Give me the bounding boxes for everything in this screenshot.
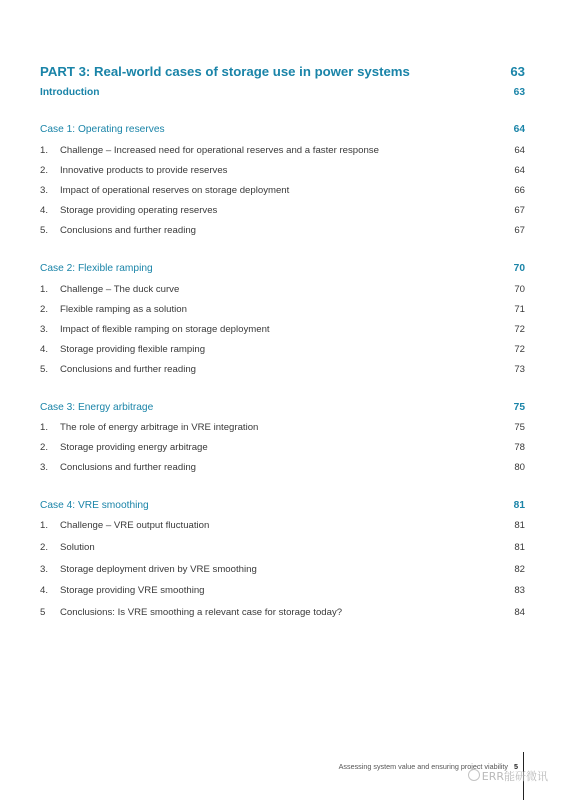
toc-item-number: 5. — [40, 364, 49, 375]
toc-item-number: 1. — [40, 520, 49, 531]
toc-item — [40, 225, 525, 236]
toc-item — [40, 185, 525, 196]
toc-item — [40, 344, 525, 355]
toc-item-page: 82 — [514, 564, 525, 575]
toc-item-number: 4. — [40, 344, 49, 355]
toc-item — [40, 304, 525, 315]
toc-item-title: Conclusions and further reading — [60, 462, 196, 473]
toc-item-number: 4. — [40, 585, 49, 596]
toc-item-title: Challenge – VRE output fluctuation — [60, 520, 210, 531]
toc-item-title: Conclusions: Is VRE smoothing a relevant case for storage today? — [60, 607, 343, 618]
toc-case-page: 64 — [513, 124, 525, 135]
toc-part-title: PART 3: Real-world cases of storage use in power systems — [40, 64, 410, 79]
toc-item-number: 1. — [40, 422, 49, 433]
toc-item-page: 81 — [514, 542, 525, 553]
toc-case-title: Case 2: Flexible ramping — [40, 263, 153, 274]
toc-case-page: 81 — [513, 500, 525, 511]
toc-case-heading — [40, 402, 525, 413]
toc-item — [40, 364, 525, 375]
toc-item-page: 80 — [514, 462, 525, 473]
toc-item — [40, 442, 525, 453]
toc-item-page: 66 — [514, 185, 525, 196]
toc-case-page: 70 — [513, 263, 525, 274]
toc-item-page: 71 — [514, 304, 525, 315]
toc-item-title: Solution — [60, 542, 95, 553]
toc-item-page: 64 — [514, 145, 525, 156]
toc-case-title: Case 4: VRE smoothing — [40, 500, 149, 511]
toc-item — [40, 462, 525, 473]
toc-item-number: 5. — [40, 225, 49, 236]
toc-item — [40, 422, 525, 433]
footer-text: Assessing system value and ensuring project viability — [338, 762, 508, 771]
watermark — [468, 768, 548, 784]
toc-item-title: Challenge – The duck curve — [60, 284, 180, 295]
toc-item-title: Impact of operational reserves on storage deployment — [60, 185, 290, 196]
toc-item-number: 3. — [40, 564, 49, 575]
toc-item-title: Storage deployment driven by VRE smoothing — [60, 564, 257, 575]
toc-item-title: Conclusions and further reading — [60, 364, 196, 375]
toc-item — [40, 607, 525, 618]
toc-item-number: 2. — [40, 542, 49, 553]
toc-item — [40, 324, 525, 335]
toc-item-page: 81 — [514, 520, 525, 531]
toc-item-page: 73 — [514, 364, 525, 375]
watermark-text: ERR能研微讯 — [481, 770, 548, 783]
toc-item — [40, 205, 525, 216]
toc-item-number: 3. — [40, 324, 49, 335]
toc-item-number: 2. — [40, 165, 49, 176]
toc-item-title: Storage providing operating reserves — [60, 205, 218, 216]
toc-case-page: 75 — [513, 402, 525, 413]
toc-item-number: 2. — [40, 304, 49, 315]
toc-case-title: Case 3: Energy arbitrage — [40, 402, 154, 413]
toc-item — [40, 585, 525, 596]
toc-item-number: 2. — [40, 442, 49, 453]
toc-item — [40, 520, 525, 531]
toc-item-number: 5 — [40, 607, 46, 618]
toc-item-number: 3. — [40, 185, 49, 196]
toc-item-number: 1. — [40, 284, 49, 295]
toc-item-title: Conclusions and further reading — [60, 225, 196, 236]
toc-item-page: 84 — [514, 607, 525, 618]
toc-item-title: The role of energy arbitrage in VRE integration — [60, 422, 259, 433]
toc-part-heading — [40, 64, 525, 79]
toc-intro-page: 63 — [513, 87, 525, 98]
toc-item-title: Storage providing VRE smoothing — [60, 585, 205, 596]
toc-item — [40, 284, 525, 295]
toc-item-page: 70 — [514, 284, 525, 295]
footer-page-number: 5 — [514, 762, 518, 771]
toc-item-page: 72 — [514, 324, 525, 335]
toc-intro-entry — [40, 87, 525, 98]
toc-item-title: Flexible ramping as a solution — [60, 304, 187, 315]
toc-item-title: Challenge – Increased need for operational reserves and a faster response — [60, 145, 379, 156]
toc-case-heading — [40, 500, 525, 511]
toc-item-page: 64 — [514, 165, 525, 176]
toc-item — [40, 145, 525, 156]
toc-item-number: 1. — [40, 145, 49, 156]
toc-item-page: 83 — [514, 585, 525, 596]
toc-part-page: 63 — [510, 64, 525, 79]
toc-item — [40, 165, 525, 176]
toc-item-title: Innovative products to provide reserves — [60, 165, 228, 176]
toc-item-page: 72 — [514, 344, 525, 355]
toc-item-page: 78 — [514, 442, 525, 453]
toc-item-page: 75 — [514, 422, 525, 433]
toc-item — [40, 542, 525, 553]
toc-item-number: 4. — [40, 205, 49, 216]
toc-intro-title: Introduction — [40, 87, 100, 98]
toc-case-heading — [40, 263, 525, 274]
wechat-icon — [468, 769, 480, 781]
toc-item-title: Storage providing flexible ramping — [60, 344, 206, 355]
toc-item — [40, 564, 525, 575]
toc-item-title: Impact of flexible ramping on storage deployment — [60, 324, 270, 335]
toc-item-page: 67 — [514, 205, 525, 216]
toc-case-title: Case 1: Operating reserves — [40, 124, 165, 135]
toc-case-heading — [40, 124, 525, 135]
toc-item-number: 3. — [40, 462, 49, 473]
toc-item-page: 67 — [514, 225, 525, 236]
toc-item-title: Storage providing energy arbitrage — [60, 442, 208, 453]
